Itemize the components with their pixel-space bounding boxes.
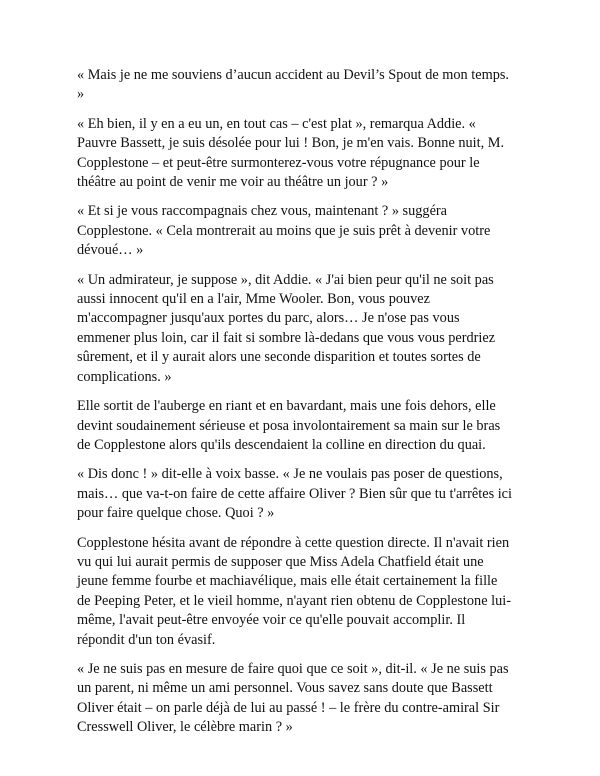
- paragraph-1: « Mais je ne me souviens d’aucun accident au Devil’s Spout de mon temps. »: [77, 67, 509, 103]
- paragraph-5: Elle sortit de l'auberge en riant et en bavardant, mais une fois dehors, elle devint soudainement sérieuse et posa involontairement sa main sur le bras de Copplestone alors qu'ils descendaient la colline en direction du quai.: [77, 398, 501, 453]
- paragraph-4: « Un admirateur, je suppose », dit Addie. « J'ai bien peur qu'il ne soit pas aussi innocent qu'il en a l'air, Mme Wooler. Bon, vous pouvez m'accompagner jusqu'aux portes du parc, alors… Je n'ose pas vous emmener plus loin, car il fait si sombre là-dedans que vous vous perdriez sûrement, et il y aurait alors une seconde disparition et toutes sortes de complications. »: [77, 271, 496, 385]
- paragraph-3: « Et si je vous raccompagnais chez vous, maintenant ? » suggéra Copplestone. « Cela montrerait au moins que je suis prêt à devenir votre dévoué… »: [77, 203, 491, 259]
- text-body: [77, 66, 523, 748]
- paragraph-2: « Eh bien, il y en a eu un, en tout cas – c'est plat », remarqua Addie. « Pauvre Bassett, je suis désolée pour lui ! Bon, je m'en vais. Bonne nuit, M. Copplestone – et peut-être surmonterez-vous votre répugnance pour le théâtre au point de venir me voir au théâtre un jour ? »: [77, 115, 505, 191]
- paragraph-8: « Je ne suis pas en mesure de faire quoi que ce soit », dit-il. « Je ne suis pas un parent, ni même un ami personnel. Vous savez sans doute que Bassett Oliver était – on parle déjà de lui au passé ! – le frère du contre-amiral Sir Cresswell Oliver, le célèbre marin ? »: [77, 660, 509, 736]
- paragraph-6: « Dis donc ! » dit-elle à voix basse. « Je ne voulais pas poser de questions, mais… que va-t-on faire de cette affaire Oliver ? Bien sûr que tu t'arrêtes ici pour faire quelque chose. Quoi ? »: [77, 466, 513, 522]
- paragraph-7: Copplestone hésita avant de répondre à cette question directe. Il n'avait rien vu qui lui aurait permis de supposer que Miss Adela Chatfield était une jeune femme fourbe et machiavélique, mais elle était certainement la fille de Peeping Peter, et le vieil homme, n'ayant rien obtenu de Copplestone lui- même, l'avait peut-être envoyée voir ce qu'elle pouvait accomplir. Il répondit d'un ton évasif.: [77, 534, 511, 648]
